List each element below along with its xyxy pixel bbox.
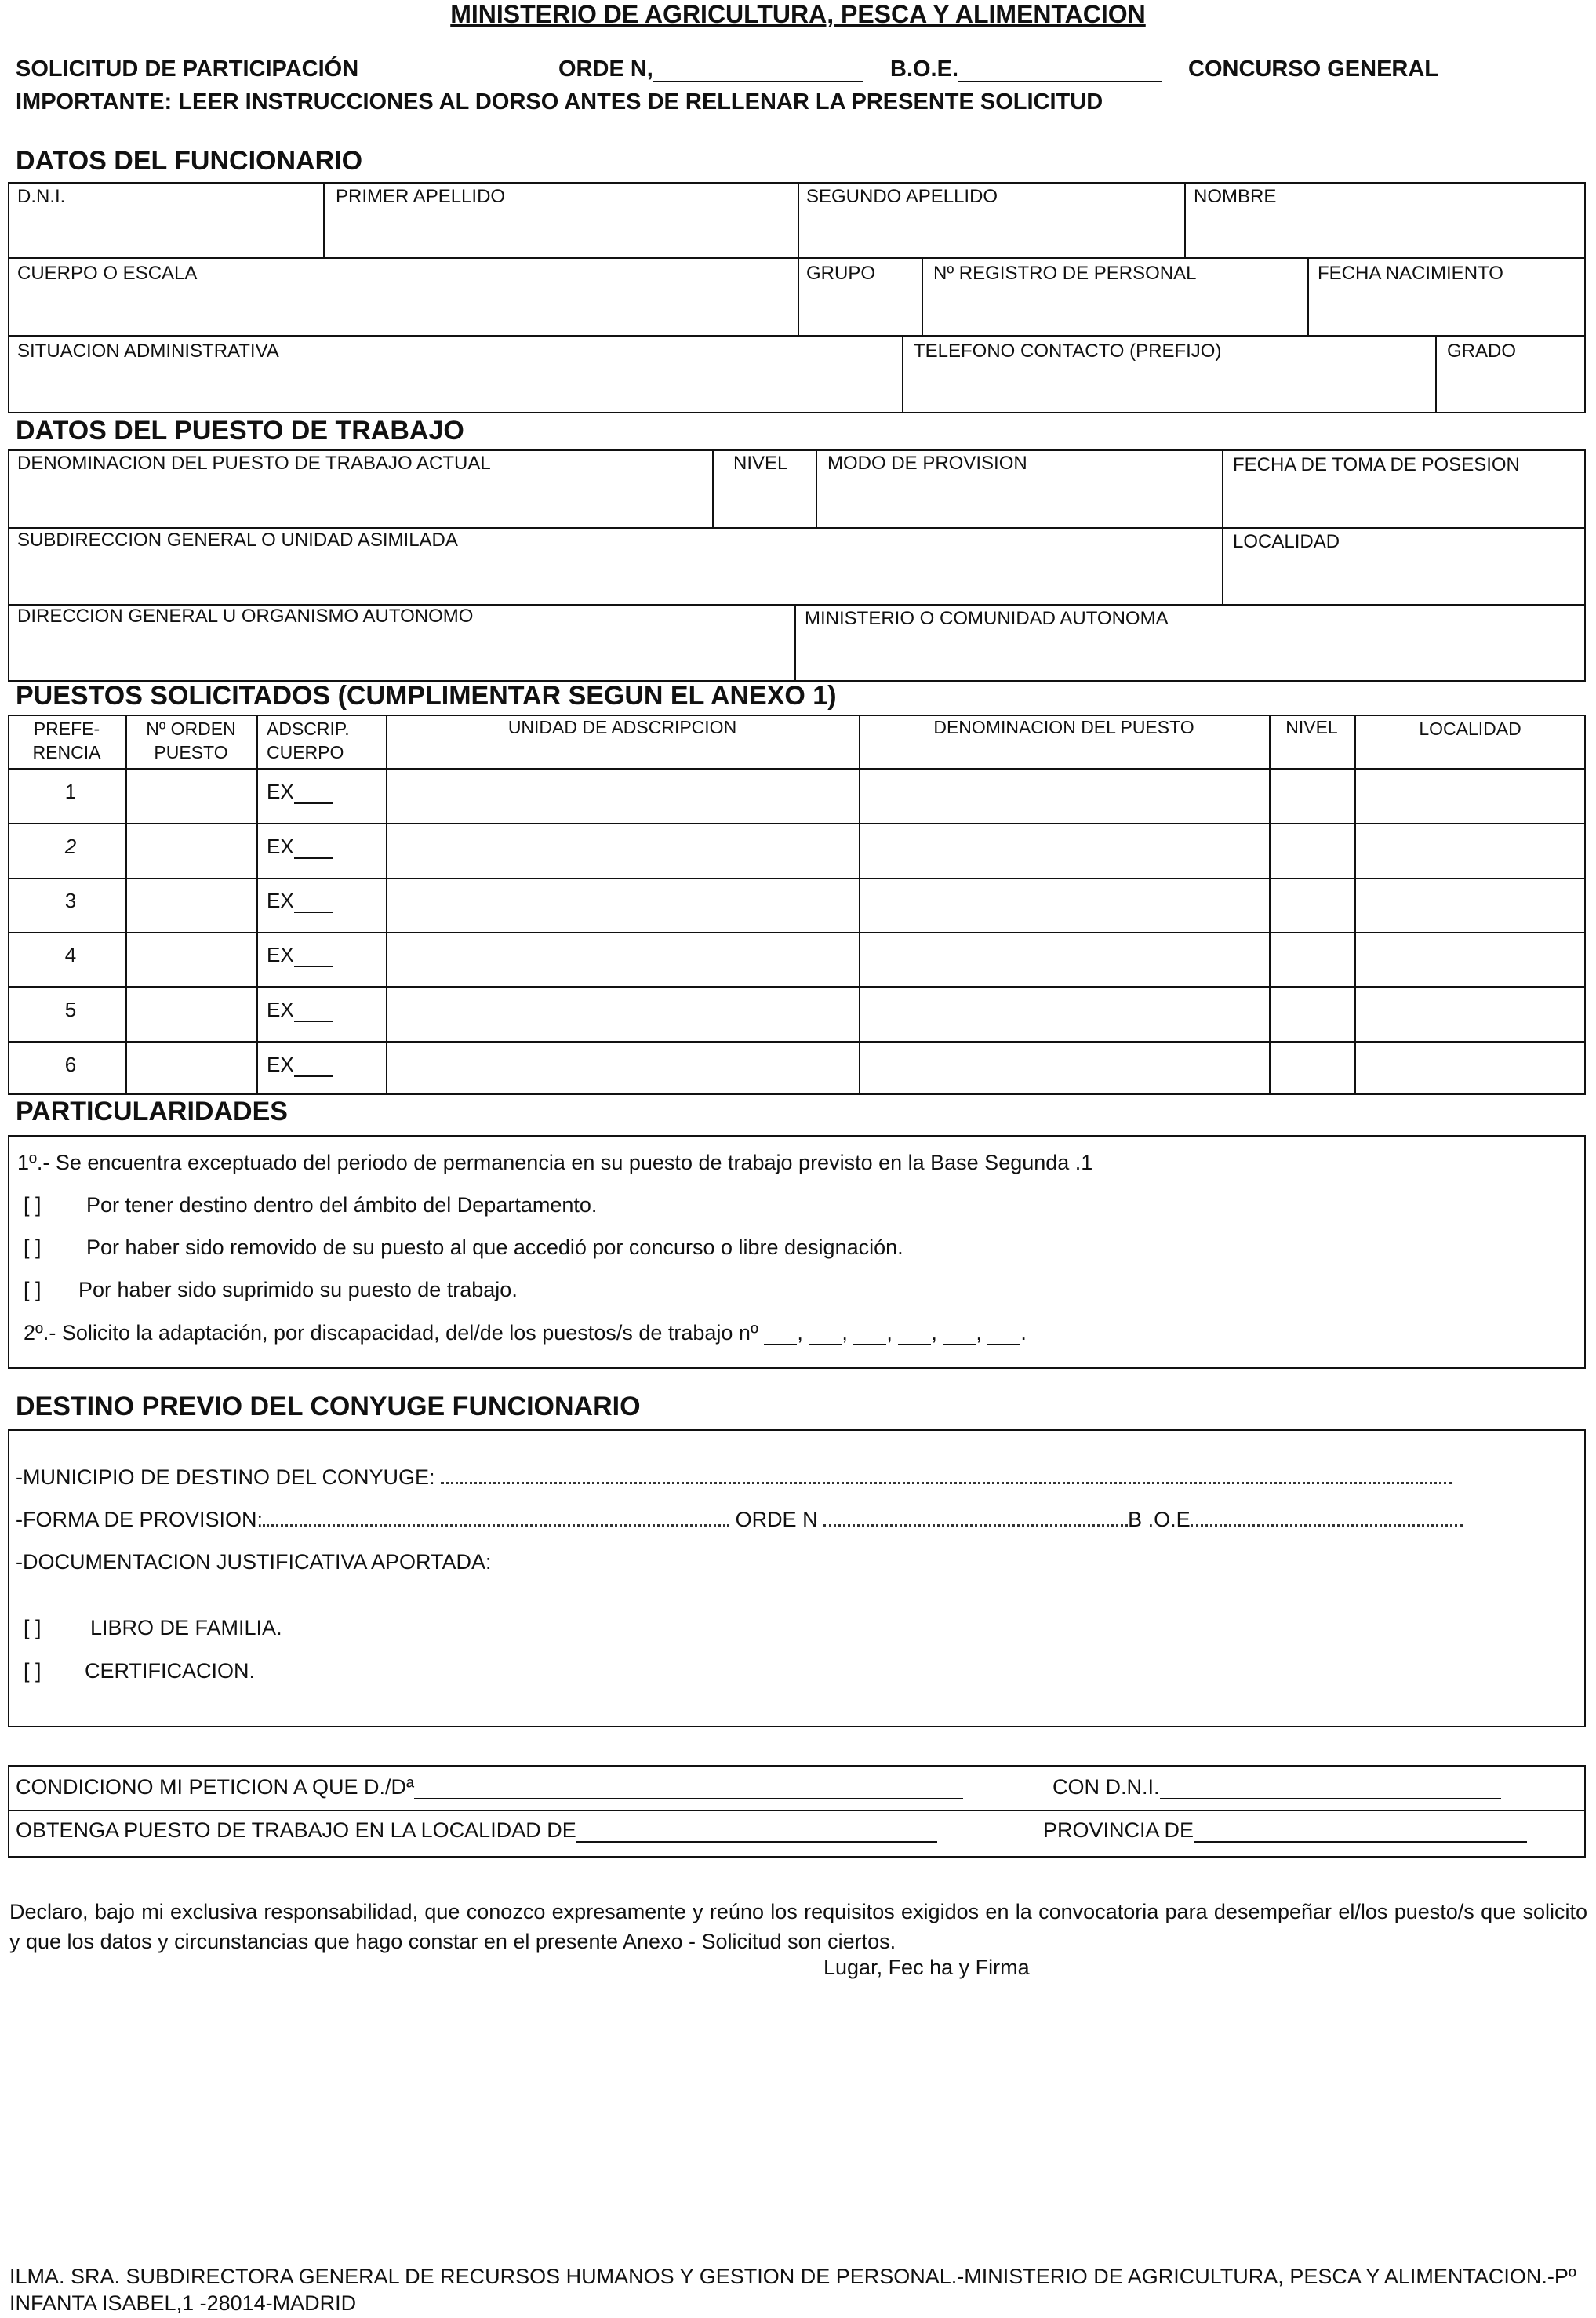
particularidad-2: 2º.- Solicito la adaptación, por discapacidad, del/de los puestos/s de trabajo nº , , , , , . [24, 1321, 1027, 1345]
row-number: 6 [64, 1053, 77, 1076]
particularidad-suprimido: Por haber sido suprimido su puesto de trabajo. [78, 1278, 518, 1301]
situacion-field[interactable]: SITUACION ADMINISTRATIVA [17, 340, 279, 362]
concurso-label: CONCURSO GENERAL [1188, 56, 1439, 82]
solicitados-table [8, 715, 1586, 1095]
cuerpo-field[interactable]: CUERPO O ESCALA [17, 263, 198, 284]
row-number: 5 [64, 998, 77, 1021]
orden-label: ORDE N, [558, 56, 863, 82]
direccion-field[interactable]: DIRECCION GENERAL U ORGANISMO AUTONOMO [17, 606, 474, 627]
ministerio-field[interactable]: MINISTERIO O COMUNIDAD AUTONOMA [805, 608, 1169, 629]
grupo-field[interactable]: GRUPO [806, 263, 876, 284]
ex-field[interactable]: EX [267, 835, 333, 859]
solicitud-label: SOLICITUD DE PARTICIPACIÓN [16, 56, 359, 82]
funcionario-box [8, 182, 1586, 413]
certificacion-label: CERTIFICACION. [85, 1659, 256, 1683]
forma-provision-field[interactable]: -FORMA DE PROVISION: ORDE N B .O.E [16, 1508, 1463, 1532]
row-number: 4 [64, 943, 77, 966]
fecha-toma-field[interactable]: FECHA DE TOMA DE POSESION [1233, 454, 1520, 475]
ex-field[interactable]: EX [267, 1053, 333, 1077]
importante-label: IMPORTANTE: LEER INSTRUCCIONES AL DORSO ANTES DE RELLENAR LA PRESENTE SOLICITUD [16, 89, 1103, 115]
provincia-field[interactable]: PROVINCIA DE [1043, 1818, 1527, 1843]
telefono-field[interactable]: TELEFONO CONTACTO (PREFIJO) [914, 340, 1222, 362]
ex-field[interactable]: EX [267, 943, 333, 967]
page-title: MINISTERIO DE AGRICULTURA, PESCA Y ALIMENTACION [450, 0, 1146, 28]
funcionario-heading: DATOS DEL FUNCIONARIO [16, 146, 363, 176]
ex-field[interactable]: EX [267, 889, 333, 913]
subdireccion-field[interactable]: SUBDIRECCION GENERAL O UNIDAD ASIMILADA [17, 529, 458, 551]
grado-field[interactable]: GRADO [1447, 340, 1517, 362]
col-localidad: LOCALIDAD [1419, 719, 1521, 739]
particularidad-ambito: Por tener destino dentro del ámbito del Departamento. [86, 1193, 598, 1217]
row-number: 3 [64, 889, 77, 912]
col-orden-puesto: Nº ORDEN PUESTO [146, 719, 236, 762]
footer-address: ILMA. SRA. SUBDIRECTORA GENERAL DE RECURSOS HUMANOS Y GESTION DE PERSONAL.-MINISTERIO DE AGRICULTURA, PESCA Y ALIMENTACION.-Pº INFANTA ISABEL,1 -28014-MADRID [9, 2265, 1576, 2315]
localidad-condicion-field[interactable]: OBTENGA PUESTO DE TRABAJO EN LA LOCALIDAD DE [16, 1818, 937, 1843]
nivel-field[interactable]: NIVEL [733, 453, 788, 474]
ex-field[interactable]: EX [267, 998, 333, 1022]
col-preferencia: PREFE- RENCIA [32, 719, 101, 762]
col-denominacion: DENOMINACION DEL PUESTO [933, 717, 1194, 737]
checkbox-removido[interactable]: [ ] [24, 1235, 42, 1259]
col-unidad: UNIDAD DE ADSCRIPCION [507, 717, 737, 737]
nombre-field[interactable]: NOMBRE [1194, 186, 1277, 207]
localidad-field[interactable]: LOCALIDAD [1233, 531, 1340, 552]
modo-provision-field[interactable]: MODO DE PROVISION [827, 453, 1027, 474]
lugar-fecha-firma[interactable]: Lugar, Fec ha y Firma [823, 1956, 1030, 1979]
libro-familia-label: LIBRO DE FAMILIA. [90, 1616, 282, 1639]
col-nivel: NIVEL [1285, 717, 1338, 737]
checkbox-ambito[interactable]: [ ] [24, 1193, 42, 1217]
puesto-box [8, 449, 1586, 682]
particularidad-removido: Por haber sido removido de su puesto al que accedió por concurso o libre designación. [86, 1235, 903, 1259]
col-adscripcion: ADSCRIP. CUERPO [267, 719, 350, 762]
orden-input[interactable] [653, 60, 863, 82]
solicitados-heading: PUESTOS SOLICITADOS (CUMPLIMENTAR SEGUN EL ANEXO 1) [16, 681, 837, 711]
puesto-heading: DATOS DEL PUESTO DE TRABAJO [16, 416, 464, 446]
puesto-n-input[interactable] [764, 1326, 797, 1345]
row-number: 2 [64, 835, 77, 858]
particularidades-heading: PARTICULARIDADES [16, 1097, 288, 1126]
boe-label: B.O.E. [890, 56, 1162, 82]
row-number: 1 [64, 780, 77, 803]
declaracion-text: Declaro, bajo mi exclusiva responsabilidad, que conozco expresamente y reúno los requisitos exigidos en la convocatoria para desempeñar el/los puesto/s que solicito y que los datos y circunstancias que hago constar en el presente Anexo - Solicitud son ciertos. [9, 1900, 1587, 1953]
denominacion-field[interactable]: DENOMINACION DEL PUESTO DE TRABAJO ACTUAL [17, 453, 491, 474]
condiciono-dni-field[interactable]: CON D.N.I. [1052, 1775, 1501, 1799]
segundo-apellido-field[interactable]: SEGUNDO APELLIDO [806, 186, 998, 207]
dni-field[interactable]: D.N.I. [17, 186, 66, 207]
condiciono-field[interactable]: CONDICIONO MI PETICION A QUE D./Dª [16, 1775, 963, 1799]
municipio-field[interactable]: -MUNICIPIO DE DESTINO DEL CONYUGE: [16, 1465, 1452, 1490]
particularidad-1: 1º.- Se encuentra exceptuado del periodo de permanencia en su puesto de trabajo previsto en la Base Segunda .1 [17, 1151, 1093, 1174]
conyuge-heading: DESTINO PREVIO DEL CONYUGE FUNCIONARIO [16, 1392, 641, 1421]
documentacion-label: -DOCUMENTACION JUSTIFICATIVA APORTADA: [16, 1550, 492, 1574]
registro-field[interactable]: Nº REGISTRO DE PERSONAL [933, 263, 1197, 284]
checkbox-suprimido[interactable]: [ ] [24, 1278, 42, 1301]
boe-input[interactable] [958, 60, 1162, 82]
ex-field[interactable]: EX [267, 780, 333, 804]
checkbox-certificacion[interactable]: [ ] [24, 1659, 42, 1683]
fecha-nacimiento-field[interactable]: FECHA NACIMIENTO [1318, 263, 1503, 284]
primer-apellido-field[interactable]: PRIMER APELLIDO [336, 186, 506, 207]
checkbox-libro-familia[interactable]: [ ] [24, 1616, 42, 1639]
